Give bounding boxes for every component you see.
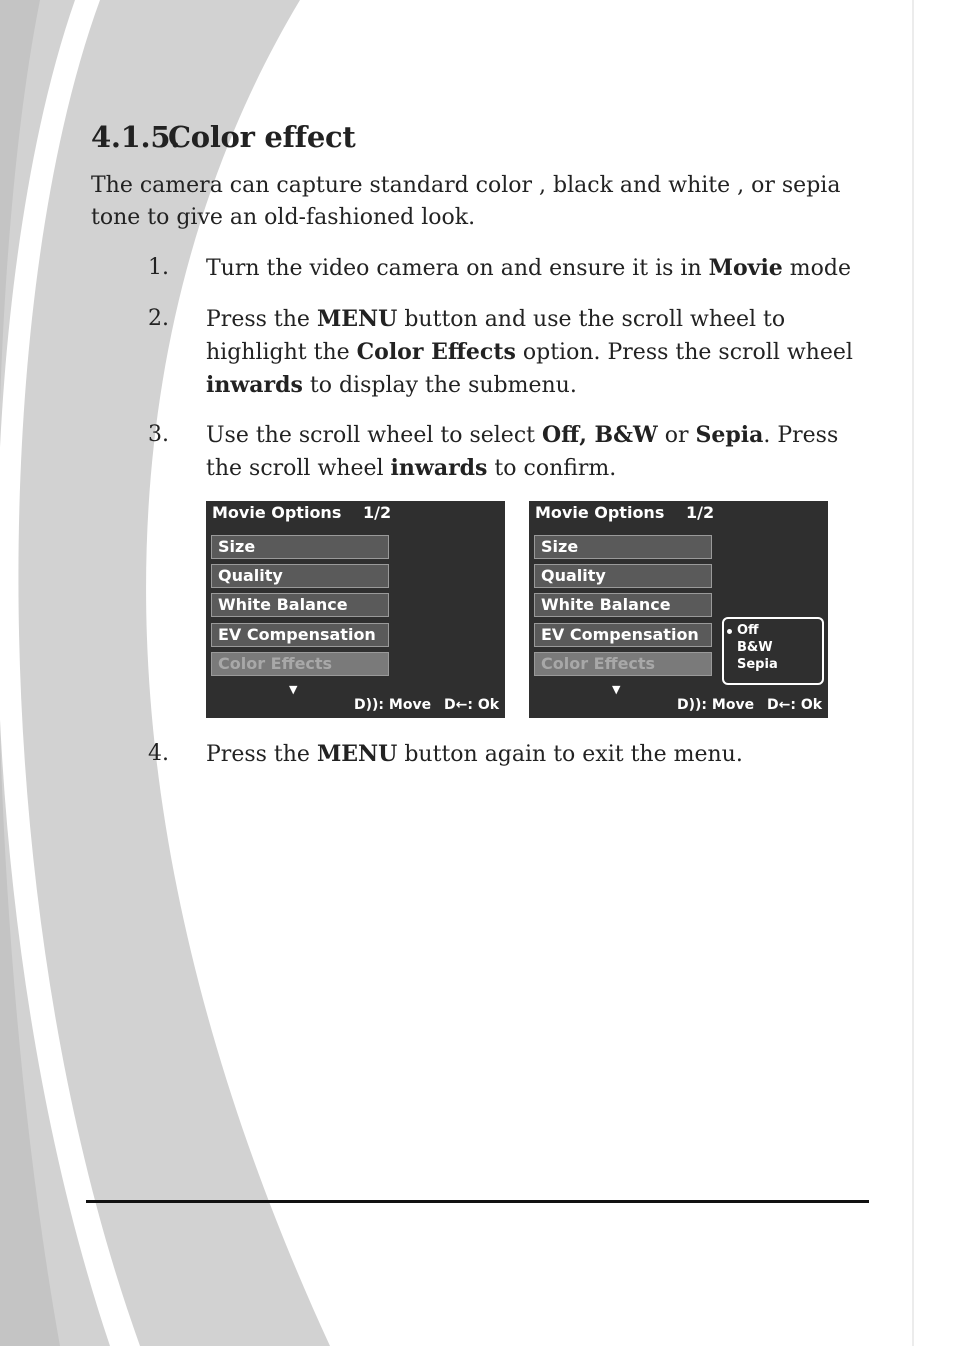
section-title: Color effect [168, 120, 356, 154]
color-effects-submenu [722, 617, 824, 685]
screen-title: Movie Options [535, 503, 665, 522]
menu-item-white-balance: White Balance [211, 593, 389, 617]
step-number: 4. [148, 741, 169, 766]
screen-title: Movie Options [212, 503, 342, 522]
submenu-option-bw: B&W [737, 640, 773, 655]
menu-item-quality: Quality [534, 564, 712, 588]
menu-screenshot-2 [529, 501, 828, 718]
step-number: 2. [148, 306, 169, 331]
menu-item-white-balance: White Balance [534, 593, 712, 617]
submenu-option-off: Off [737, 623, 759, 638]
step-text: Press the MENU button and use the scroll wheel to highlight the Color Effects option. Press the scroll wheel inwards to display the submenu. [206, 306, 853, 398]
hint-move: D)): Move [677, 697, 755, 713]
hint-ok: D←: Ok [444, 697, 500, 713]
menu-item-size: Size [534, 535, 712, 559]
step-text: Turn the video camera on and ensure it is in Movie mode [206, 255, 852, 281]
screen-page: 1/2 [686, 503, 715, 522]
menu-item-quality: Quality [211, 564, 389, 588]
menu-item-color-effects: Color Effects [211, 652, 389, 676]
step-number: 1. [148, 255, 169, 280]
menu-item-color-effects: Color Effects [534, 652, 712, 676]
step-text: Use the scroll wheel to select Off, B&W or Sepia. Press the scroll wheel inwards to confirm. [206, 422, 839, 481]
submenu-option-sepia: Sepia [737, 657, 778, 672]
menu-item-ev-compensation: EV Compensation [211, 623, 389, 647]
menu-screenshot-1 [206, 501, 505, 718]
scroll-down-icon: ▼ [289, 683, 298, 696]
menu-item-ev-compensation: EV Compensation [534, 623, 712, 647]
intro-paragraph: The camera can capture standard color , black and white , or sepia tone to give an old-fashioned look. [91, 173, 841, 230]
section-number: 4.1.5. [91, 120, 181, 154]
step-text: Press the MENU button again to exit the menu. [206, 741, 743, 767]
step-number: 3. [148, 422, 169, 447]
footer-rule [86, 1200, 869, 1203]
scroll-down-icon: ▼ [612, 683, 621, 696]
selected-bullet-icon [727, 629, 732, 634]
section-heading [91, 120, 355, 154]
page-edge [912, 0, 914, 1346]
hint-ok: D←: Ok [767, 697, 823, 713]
hint-move: D)): Move [354, 697, 432, 713]
screen-page: 1/2 [363, 503, 392, 522]
menu-item-size: Size [211, 535, 389, 559]
